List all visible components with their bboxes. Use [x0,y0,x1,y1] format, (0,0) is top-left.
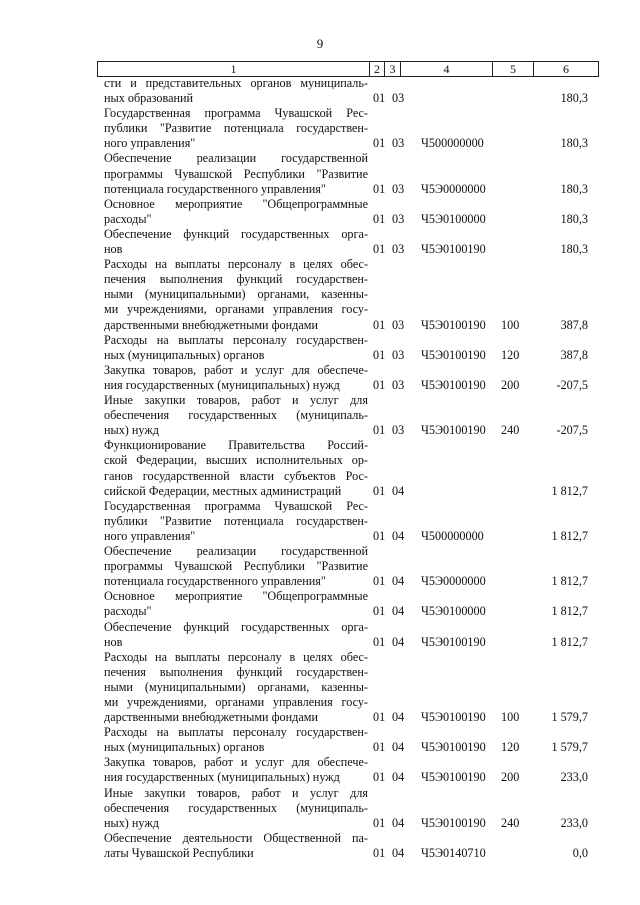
description-line: Иные закупки товаров, работ и услуг для [104,393,368,408]
description-line: ными (муниципальными) органами, казенны- [104,679,368,694]
target-article-code: Ч5Э0100190 [421,347,486,362]
section-code: 01 [373,136,386,151]
amount: 387,8 [560,317,588,332]
table-row [0,197,640,227]
amount: 180,3 [560,211,588,226]
expense-type-code: 120 [501,347,520,362]
target-article-code: Ч5Э0100000 [421,604,486,619]
target-article-code: Ч5Э0000000 [421,574,486,589]
description-line: Обеспечение функций государственных орга- [104,619,368,634]
row-description [104,363,368,393]
subsection-code: 04 [392,710,405,725]
target-article-code: Ч5Э0100190 [421,423,486,438]
description-line: Обеспечение реализации государственной [104,544,368,559]
description-line: Расходы на выплаты персоналу в целях обес- [104,257,368,272]
row-description [104,197,368,227]
subsection-code: 04 [392,483,405,498]
description-line: ных) нужд [104,423,159,438]
row-description [104,650,368,725]
section-code: 01 [373,574,386,589]
amount: -207,5 [556,423,588,438]
table-row [0,363,640,393]
target-article-code: Ч5Э0100000 [421,211,486,226]
subsection-code: 04 [392,634,405,649]
row-description [104,106,368,151]
target-article-code: Ч5Э0100190 [421,634,486,649]
table-row [0,620,640,650]
row-description [104,393,368,438]
description-line: обеспечения государственных (муниципаль- [104,408,368,423]
column-header-3: 3 [385,62,401,76]
section-code: 01 [373,710,386,725]
amount: 1 812,7 [551,483,588,498]
expense-type-code: 240 [501,423,520,438]
description-line: ганов государственной власти субъектов Рос- [104,468,368,483]
amount: 180,3 [560,91,588,106]
table-row [0,227,640,257]
section-code: 01 [373,604,386,619]
budget-table-body [0,76,640,861]
table-row [0,499,640,544]
description-line: нов [104,242,123,257]
target-article-code: Ч5Э0100190 [421,815,486,830]
description-line: ного управления" [104,528,196,543]
subsection-code: 04 [392,604,405,619]
subsection-code: 03 [392,347,405,362]
section-code: 01 [373,242,386,257]
description-line: ния государственных (муниципальных) нужд [104,770,340,785]
description-line: латы Чувашской Республики [104,845,254,860]
description-line: Государственная программа Чувашской Рес- [104,498,368,513]
expense-type-code: 120 [501,740,520,755]
section-code: 01 [373,845,386,860]
subsection-code: 03 [392,181,405,196]
subsection-code: 04 [392,770,405,785]
description-line: сти и представительных органов муниципаль- [104,76,368,90]
description-line: Расходы на выплаты персоналу государствен- [104,332,368,347]
target-article-code: Ч5Э0100190 [421,740,486,755]
amount: 1 812,7 [551,528,588,543]
table-column-header [97,61,599,77]
description-line: Расходы на выплаты персоналу в целях обес- [104,649,368,664]
description-line: программы Чувашской Республики "Развитие [104,559,368,574]
target-article-code: Ч5Э0100190 [421,242,486,257]
row-description [104,76,368,106]
subsection-code: 03 [392,317,405,332]
description-line: печения выполнения функций государствен- [104,664,368,679]
section-code: 01 [373,181,386,196]
description-line: обеспечения государственных (муниципаль- [104,800,368,815]
column-header-1: 1 [98,62,370,76]
description-line: расходы" [104,604,152,619]
description-line: Государственная программа Чувашской Рес- [104,106,368,121]
section-code: 01 [373,423,386,438]
description-line: ской Федерации, высших исполнительных ор- [104,453,368,468]
description-line: дарственными внебюджетными фондами [104,317,318,332]
target-article-code: Ч5Э0100190 [421,770,486,785]
column-header-6: 6 [563,62,569,76]
row-description [104,725,368,755]
description-line: Функционирование Правительства Россий- [104,438,368,453]
table-row [0,438,640,498]
section-code: 01 [373,211,386,226]
subsection-code: 03 [392,242,405,257]
column-header-2: 2 [370,62,385,76]
description-line: потенциала государственного управления" [104,574,326,589]
amount: 0,0 [572,845,588,860]
description-line: ных) нужд [104,815,159,830]
amount: 387,8 [560,347,588,362]
description-line: потенциала государственного управления" [104,181,326,196]
description-line: ния государственных (муниципальных) нужд [104,377,340,392]
amount: 180,3 [560,136,588,151]
row-description [104,257,368,332]
subsection-code: 03 [392,136,405,151]
row-description [104,786,368,831]
row-description [104,755,368,785]
table-row [0,786,640,831]
amount: 233,0 [560,770,588,785]
subsection-code: 03 [392,423,405,438]
section-code: 01 [373,91,386,106]
section-code: 01 [373,347,386,362]
row-description [104,151,368,196]
description-line: Иные закупки товаров, работ и услуг для [104,785,368,800]
description-line: ного управления" [104,136,196,151]
description-line: ных (муниципальных) органов [104,347,265,362]
amount: 180,3 [560,181,588,196]
section-code: 01 [373,815,386,830]
target-article-code: Ч5Э0100190 [421,377,486,392]
description-line: Обеспечение функций государственных орга- [104,226,368,241]
section-code: 01 [373,740,386,755]
subsection-code: 04 [392,528,405,543]
section-code: 01 [373,483,386,498]
description-line: ных образований [104,91,194,106]
table-row [0,755,640,785]
target-article-code: Ч5Э0000000 [421,181,486,196]
expense-type-code: 240 [501,815,520,830]
description-line: расходы" [104,211,152,226]
subsection-code: 03 [392,91,405,106]
row-description [104,227,368,257]
row-description [104,438,368,498]
row-description [104,544,368,589]
row-description [104,831,368,861]
section-code: 01 [373,770,386,785]
description-line: нов [104,634,123,649]
subsection-code: 04 [392,574,405,589]
table-row [0,650,640,726]
description-line: Обеспечение деятельности Общественной па- [104,830,368,845]
description-line: ми учреждениями, органами управления госу- [104,694,368,709]
description-line: ми учреждениями, органами управления госу- [104,302,368,317]
amount: 1 579,7 [551,740,588,755]
description-line: дарственными внебюджетными фондами [104,710,318,725]
expense-type-code: 100 [501,710,520,725]
amount: 1 579,7 [551,710,588,725]
section-code: 01 [373,634,386,649]
description-line: печения выполнения функций государствен- [104,272,368,287]
amount: 1 812,7 [551,574,588,589]
amount: 233,0 [560,815,588,830]
expense-type-code: 100 [501,317,520,332]
target-article-code: Ч5Э0140710 [421,845,486,860]
amount: 1 812,7 [551,604,588,619]
description-line: ных (муниципальных) органов [104,740,265,755]
description-line: Закупка товаров, работ и услуг для обеспече- [104,755,368,770]
subsection-code: 04 [392,845,405,860]
description-line: ными (муниципальными) органами, казенны- [104,287,368,302]
row-description [104,499,368,544]
description-line: Основное мероприятие "Общепрограммные [104,196,368,211]
table-row [0,257,640,333]
subsection-code: 03 [392,377,405,392]
table-row [0,106,640,151]
amount: 180,3 [560,242,588,257]
description-line: программы Чувашской Республики "Развитие [104,166,368,181]
target-article-code: Ч500000000 [421,136,484,151]
expense-type-code: 200 [501,377,520,392]
section-code: 01 [373,317,386,332]
expense-type-code: 200 [501,770,520,785]
row-description [104,589,368,619]
section-code: 01 [373,377,386,392]
table-row [0,333,640,363]
target-article-code: Ч5Э0100190 [421,317,486,332]
description-line: публики "Развитие потенциала государствен- [104,513,368,528]
target-article-code: Ч500000000 [421,528,484,543]
table-row [0,725,640,755]
description-line: сийской Федерации, местных администраций [104,483,342,498]
table-row [0,589,640,619]
table-row [0,393,640,438]
description-line: публики "Развитие потенциала государствен- [104,121,368,136]
table-row [0,544,640,589]
subsection-code: 04 [392,740,405,755]
amount: -207,5 [556,377,588,392]
description-line: Обеспечение реализации государственной [104,151,368,166]
row-description [104,620,368,650]
column-header-5: 5 [493,62,534,76]
amount: 1 812,7 [551,634,588,649]
section-code: 01 [373,528,386,543]
row-description [104,333,368,363]
description-line: Расходы на выплаты персоналу государствен- [104,725,368,740]
table-row [0,831,640,861]
table-row [0,151,640,196]
subsection-code: 03 [392,211,405,226]
target-article-code: Ч5Э0100190 [421,710,486,725]
description-line: Закупка товаров, работ и услуг для обеспече- [104,362,368,377]
subsection-code: 04 [392,815,405,830]
description-line: Основное мероприятие "Общепрограммные [104,589,368,604]
page-number: 9 [316,36,324,51]
column-header-4: 4 [401,62,493,76]
table-row [0,76,640,106]
